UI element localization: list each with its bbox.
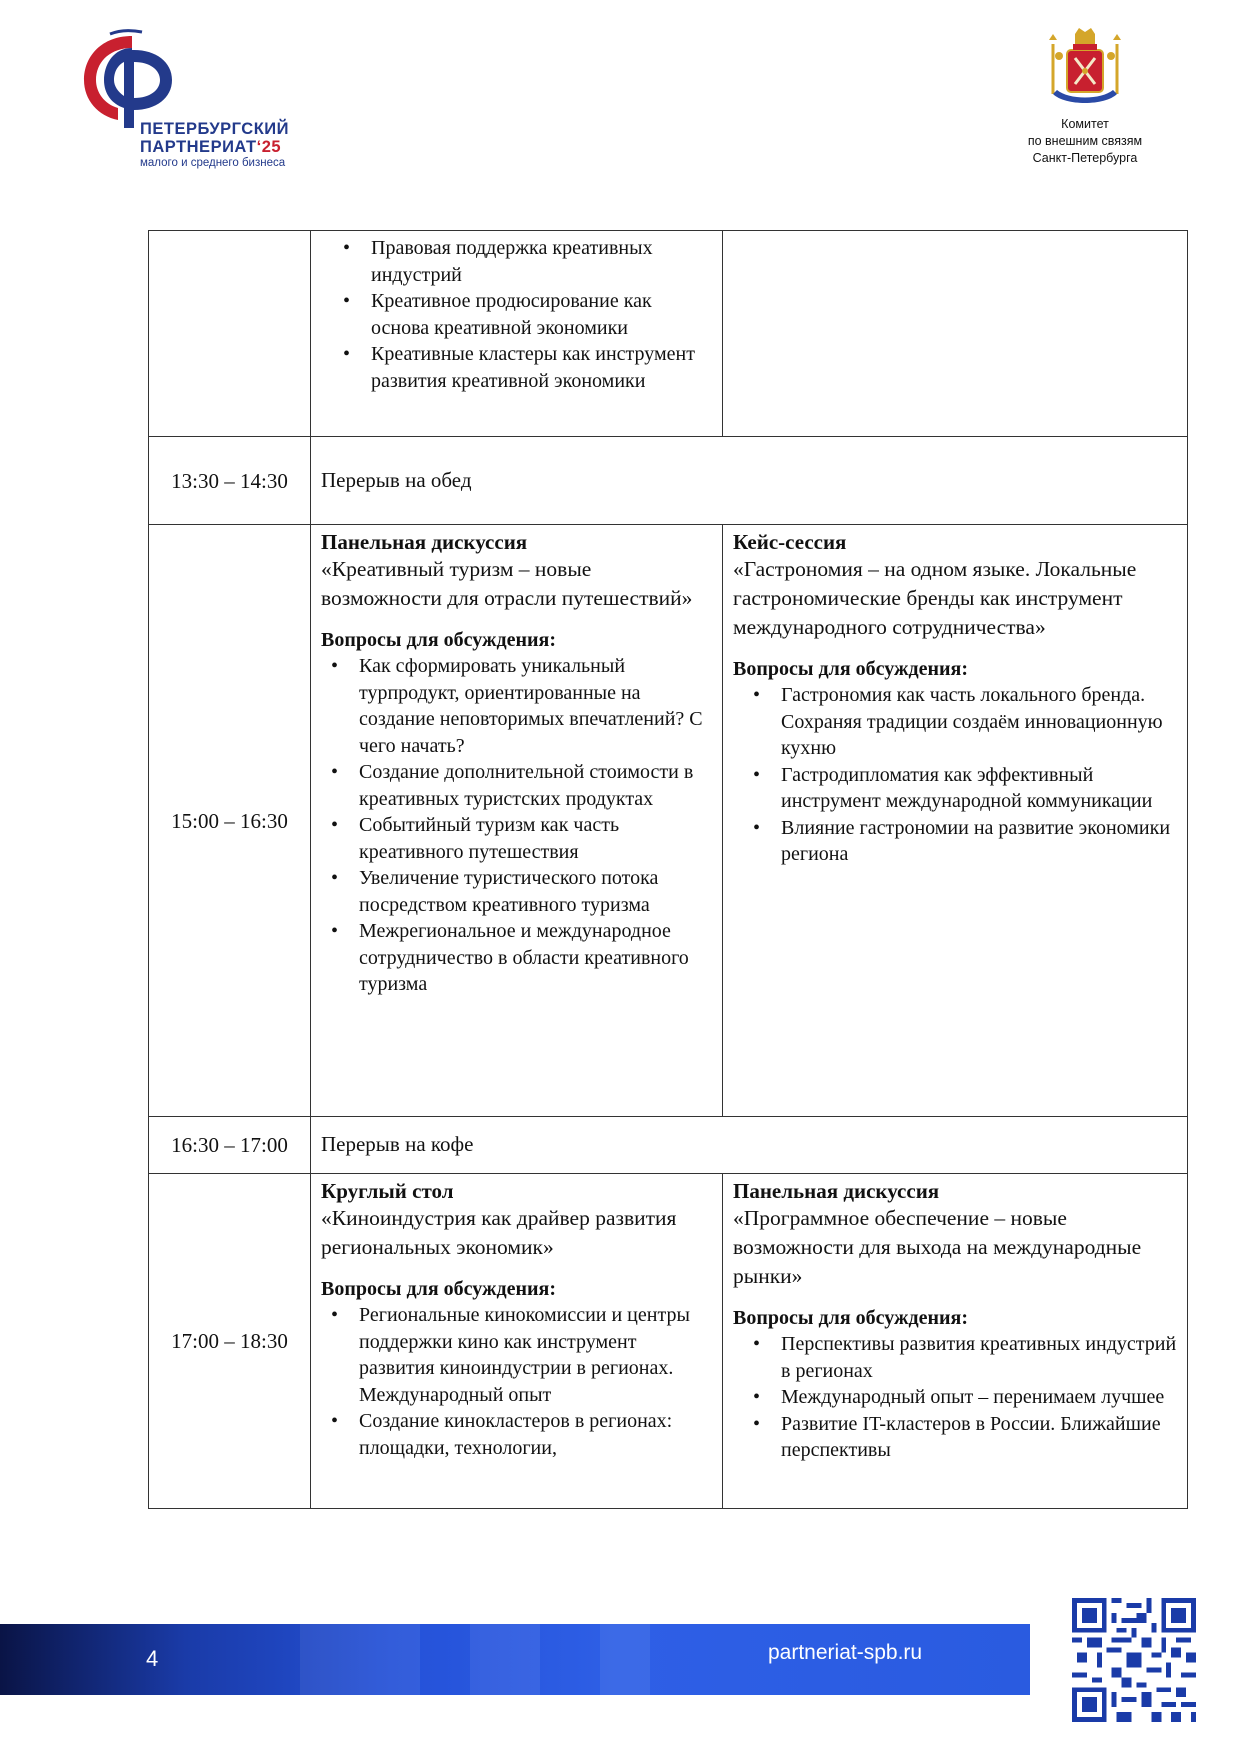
list-item: • Креативное продюсирование как основа креативной экономики [371, 288, 712, 341]
list-item: • Увеличение туристического потока посредством креативного туризма [359, 865, 712, 918]
session-format: Круглый стол [321, 1179, 454, 1203]
session-topic: «Киноиндустрия как драйвер развития региональных экономик» [321, 1206, 677, 1259]
table-row [149, 1117, 1188, 1174]
session-cell [723, 1174, 1188, 1509]
coat-of-arms-icon [1045, 26, 1125, 108]
partneriat-logo [80, 28, 320, 178]
logo-title-line2: ПАРТНЕРИАТ‘25 [140, 138, 282, 156]
list-item: • Правовая поддержка креативных индустрий [371, 235, 712, 288]
questions-list [321, 653, 712, 998]
table-row [149, 1174, 1188, 1509]
time-cell [149, 231, 311, 437]
committee-line3: Санкт-Петербурга [1032, 151, 1138, 165]
questions-heading: Вопросы для обсуждения: [733, 1307, 969, 1329]
session-cell [723, 525, 1188, 1117]
break-cell: Перерыв на кофе [311, 1117, 1188, 1174]
list-item: • Креативные кластеры как инструмент развития креативной экономики [371, 341, 712, 394]
table-row [149, 525, 1188, 1117]
questions-heading: Вопросы для обсуждения: [733, 658, 969, 680]
time-cell: 17:00 – 18:30 [149, 1174, 311, 1509]
list-item: • Межрегиональное и международное сотрудничество в области креативного туризма [359, 918, 712, 998]
list-item: • Создание кинокластеров в регионах: площадки, технологии, [359, 1408, 712, 1461]
committee-logo [990, 26, 1180, 167]
list-item: • Создание дополнительной стоимости в креативных туристских продуктах [359, 759, 712, 812]
table-row [149, 231, 1188, 437]
partneriat-logo-mark-icon [80, 28, 180, 128]
session-format: Панельная дискуссия [733, 1179, 940, 1203]
session-topic: «Креативный туризм – новые возможности для отрасли путешествий» [321, 557, 693, 610]
session-topic: «Гастрономия – на одном языке. Локальные гастрономические бренды как инструмент международного сотрудничества» [733, 557, 1137, 639]
list-item: • Влияние гастрономии на развитие экономики региона [781, 815, 1177, 868]
logo-title-line1: ПЕТЕРБУРГСКИЙ [140, 120, 290, 138]
list-item: • Событийный туризм как часть креативного путешествия [359, 812, 712, 865]
questions-list [733, 1331, 1177, 1464]
session-format: Панельная дискуссия [321, 530, 528, 554]
footer-site-link[interactable]: partneriat-spb.ru [768, 1641, 923, 1664]
logo-subtitle: малого и среднего бизнеса [140, 157, 286, 169]
list-item: • Развитие IT-кластеров в России. Ближайшие перспективы [781, 1411, 1177, 1464]
session-cell [311, 1174, 723, 1509]
session-cell [723, 231, 1188, 437]
questions-heading: Вопросы для обсуждения: [321, 629, 557, 651]
break-cell: Перерыв на обед [311, 437, 1188, 525]
committee-line2: по внешним связям [1027, 134, 1143, 148]
table-row [149, 437, 1188, 525]
qr-code-icon[interactable] [1072, 1598, 1196, 1722]
session-cell [311, 231, 723, 437]
list-item: • Гастрономия как часть локального бренда. Сохраняя традиции создаём инновационную кухню [781, 682, 1177, 762]
list-item: • Перспективы развития креативных индустрий в регионах [781, 1331, 1177, 1384]
committee-line1: Комитет [1061, 117, 1109, 131]
session-topic: «Программное обеспечение – новые возможности для выхода на международные рынки» [733, 1206, 1142, 1288]
logo-year: ‘25 [256, 138, 282, 156]
session-cell [311, 525, 723, 1117]
list-item: • Гастродипломатия как эффективный инструмент международной коммуникации [781, 762, 1177, 815]
schedule-table [148, 230, 1188, 1509]
questions-list [335, 235, 712, 394]
questions-list [733, 682, 1177, 868]
questions-list [321, 1302, 712, 1461]
time-cell: 15:00 – 16:30 [149, 525, 311, 1117]
time-cell: 16:30 – 17:00 [149, 1117, 311, 1174]
list-item: • Региональные кинокомиссии и центры поддержки кино как инструмент развития киноиндустрии в регионах. Международный опыт [359, 1302, 712, 1408]
list-item: • Как сформировать уникальный турпродукт, ориентированные на создание неповторимых впечатлений? С чего начать? [359, 653, 712, 759]
time-cell: 13:30 – 14:30 [149, 437, 311, 525]
questions-heading: Вопросы для обсуждения: [321, 1278, 557, 1300]
session-format: Кейс-сессия [733, 530, 847, 554]
list-item: • Международный опыт – перенимаем лучшее [781, 1384, 1177, 1411]
page-number: 4 [146, 1646, 159, 1671]
